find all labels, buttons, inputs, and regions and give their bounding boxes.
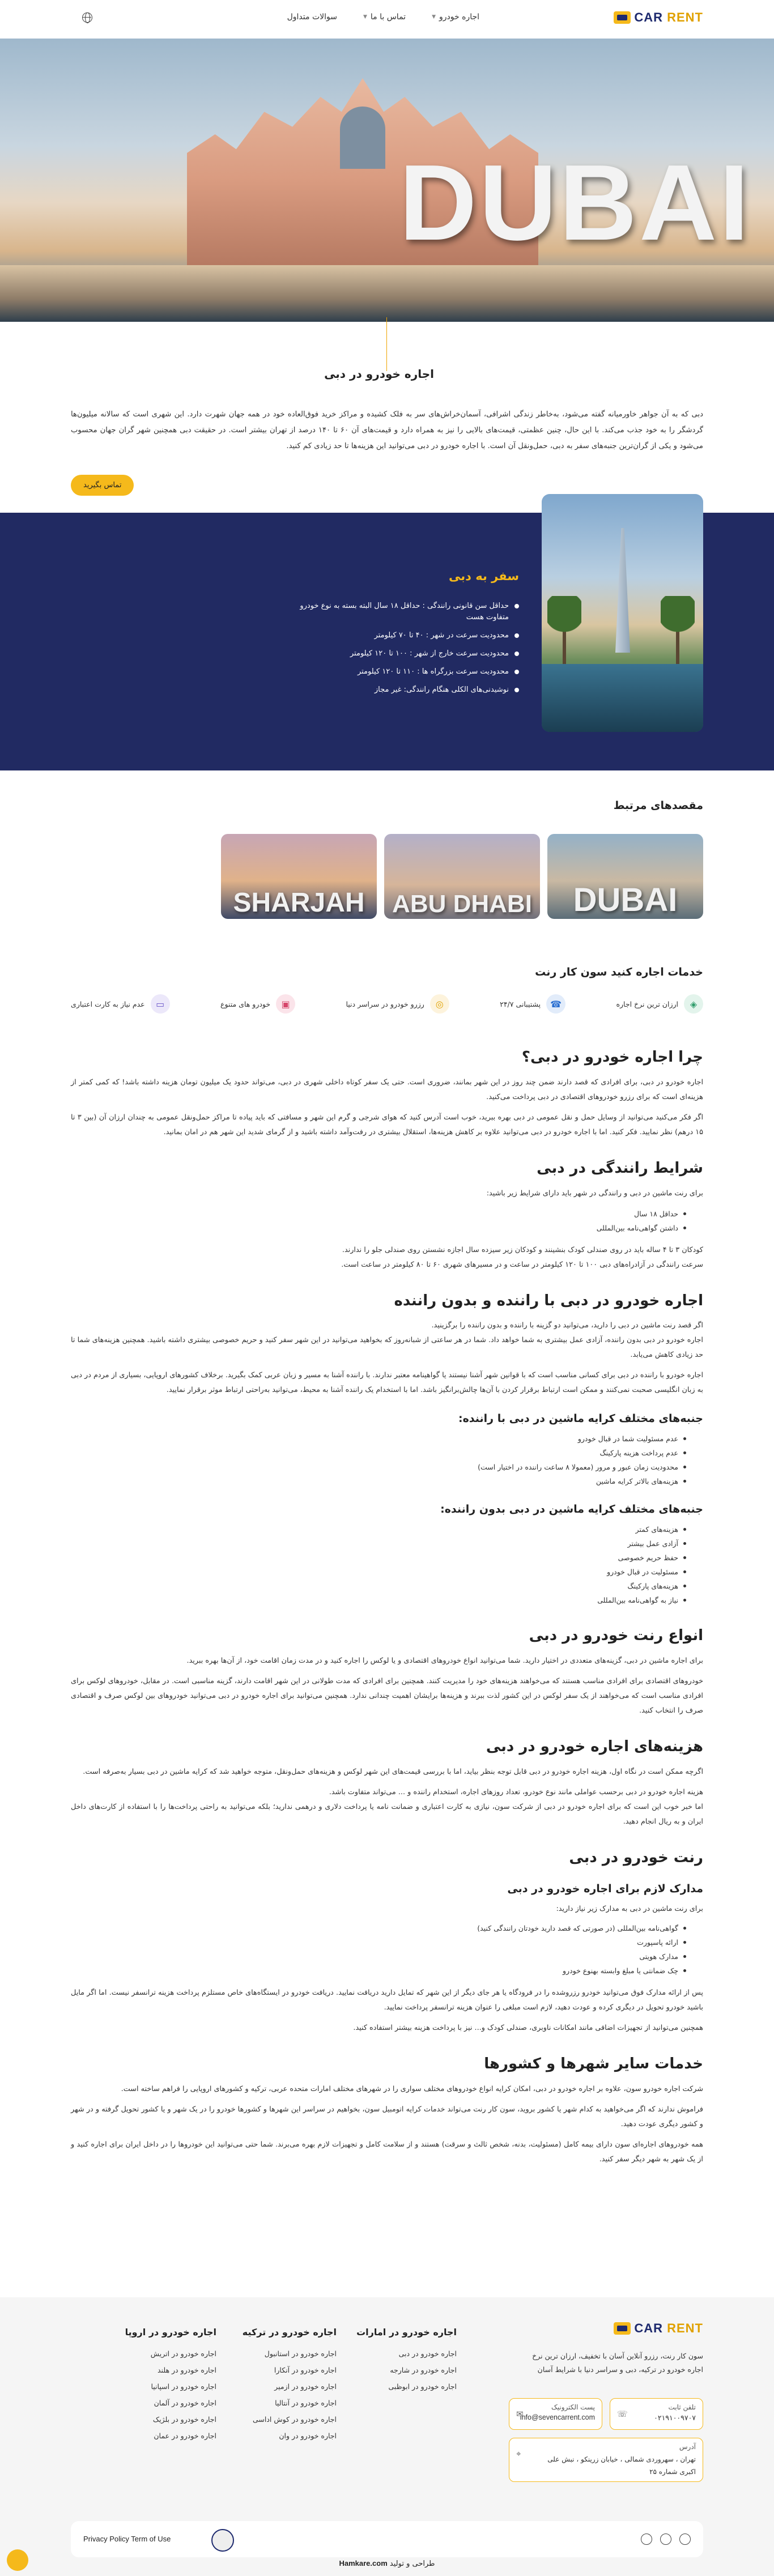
list-item: عدم مسئولیت شما در قبال خودرو: [71, 1432, 686, 1446]
paragraph: اگرچه ممکن است در نگاه اول، هزینه اجاره خودرو در دبی قابل توجه بنظر بیاید، اما با بررسی قیمت‌های این شهر لوکس و هزینه‌های حمل‌ونقل، متوجه خواهید شد که کرایه ماشین در دبی بسیار به‌صرفه است.: [83, 1767, 703, 1776]
mail-icon: ✉: [516, 2409, 524, 2419]
paragraph: خودروهای اقتصادی برای افرادی مناسب هستند که می‌خواهند هزینه‌های خود را مدیریت کنند. همچنین برای افرادی که مدت طولانی در این شهر اقامت دارند، گزینه مناسبی است. در مقابل، خودروهای لوکس برای افرادی مناسب است که می‌خواهند از یک سفر لوکس در این کشور لذت ببرند و هزینه‌ها برایشان اهمیت چندانی ندارد. همچنین می‌توانید برای اجاره خودرو در دبی می‌توانید خودروهای بین لوکس صرف و اقتصادی صرف را انتخاب کنید.: [71, 1677, 703, 1715]
chevron-down-icon: ▼: [363, 14, 367, 20]
service-item: ☎ پشتیبانی ۲۴/۷: [500, 994, 565, 1014]
footer-link[interactable]: اجاره خودرو در اتریش: [150, 2349, 216, 2358]
with-driver-list: [71, 1432, 686, 1488]
nav-contact[interactable]: تماس با ما ▼: [363, 12, 406, 22]
drive-title: شرایط رانندگی در دبی: [537, 1159, 703, 1177]
list-item: محدودیت زمان عبور و مرور (معمولا ۸ ساعت راننده در اختیار است): [71, 1460, 686, 1474]
destination-name: SHARJAH: [233, 888, 365, 918]
list-item: چک ضمانتی یا مبلغ وابسته بهنوع خودرو: [71, 1964, 686, 1978]
bullet-icon: [514, 604, 519, 608]
bullet-icon: [514, 633, 519, 638]
globe-icon: ◎: [430, 994, 449, 1014]
list-item: محدودیت سرعت بزرگراه ها : ۱۱۰ تا ۱۲۰ کیلومتر: [281, 666, 519, 678]
hero-city-word: DUBAI: [399, 143, 751, 263]
destination-name: ABU DHABI: [392, 890, 532, 918]
address-box: [509, 2438, 703, 2482]
footer-link[interactable]: اجاره خودرو در آلمان: [154, 2399, 216, 2407]
docs-list: [71, 1921, 686, 1978]
intro-text: دبی که به آن جواهر خاورمیانه گفته می‌شود، به‌خاطر زندگی اشرافی، آسمان‌خراش‌های سر به فلک کشیده و مراکز خرید فوق‌العاده خود در همه جهان شهرت دارد. این شهری است که سالانه میلیون‌ها گردشگر را به خود جذب می‌کند. با این حال، چنین عظمتی، قیمت‌های بالایی را نیز به همراه دارد و قیمت‌های آن ۶۰ تا ۱۴۰ درصد از تهران بیشتر است. در حقیقت دبی همچنین شهر گران جهان محسوب می‌شود و یکی از گران‌ترین جنبه‌های سفر به دبی، حمل‌ونقل آن است. با اجاره خودرو در دبی می‌توانید این هزینه‌ها تا حد زیادی کم کنید.: [71, 410, 703, 450]
paragraph: برای رنت ماشین در دبی به مدارک زیر نیاز دارید:: [556, 1904, 703, 1913]
destination-card-dubai[interactable]: [547, 834, 703, 919]
telegram-icon[interactable]: [660, 2534, 671, 2545]
footer-description: سون کار رنت، رزرو آنلاین آسان با تخفیف، ارزان ترین نرخ اجاره خودرو در ترکیه، دبی و سراسر دنیا با شرایط آسان: [532, 2352, 703, 2374]
main-nav: [287, 12, 479, 22]
with-driver-title: جنبه‌های مختلف کرایه ماشین در دبی با راننده:: [458, 1412, 703, 1425]
service-item: ◈ ارزان ترین نرخ اجاره: [616, 994, 703, 1014]
footer-link[interactable]: اجاره خودرو در بلژیک: [152, 2415, 216, 2424]
burj-tower: [615, 528, 630, 653]
paragraph: سرعت رانندگی در آزادراه‌های دبی ۱۰۰ تا ۱۲۰ کیلومتر در ساعت و در مسیرهای شهری ۶۰ تا ۸۰ کیلومتر در ساعت است.: [341, 1260, 703, 1269]
logo-text: CAR RENT: [634, 2321, 703, 2335]
footer-link[interactable]: اجاره خودرو در کوش اداسی: [253, 2415, 337, 2424]
car-logo-icon: [614, 11, 631, 24]
site-header: [0, 0, 774, 39]
social-links: [641, 2534, 691, 2545]
destination-card-abu-dhabi[interactable]: [384, 834, 540, 919]
phone-value: ۰۲۱۹۱۰۰۹۷۰۷: [654, 2414, 696, 2422]
footer-bottom-bar: [71, 2521, 703, 2557]
footer-link[interactable]: اجاره خودرو در ازمیر: [274, 2382, 337, 2391]
without-driver-list: [71, 1522, 686, 1607]
palm-tree: [661, 596, 695, 675]
list-item: نیاز به گواهی‌نامه بین‌المللی: [71, 1593, 686, 1607]
footer-col-emirates: [343, 2327, 457, 2395]
list-item: مدارک هویتی: [71, 1949, 686, 1964]
paragraph: اجاره خودرو با راننده در دبی برای کسانی مناسب است که با قوانین شهر آشنا نیستند یا گواهینامه معتبر ندارند. با راننده آشنا به مسیر و زبان عربی کمک بگیرید. برخلاف کشورهای اروپایی، بسیاری از مردم در دبی به زبان انگلیسی صحبت نمی‌کنند و ممکن است ارتباط برقرار کردن با آن‌ها چالش‌برانگیز باشد. اما با استخدام یک راننده آشنا به محیط، می‌توانید به‌راحتی ارتباط موثر برقرار نمایید.: [71, 1371, 703, 1395]
destination-card-sharjah[interactable]: [221, 834, 377, 919]
footer-link[interactable]: اجاره خودرو در استانبول: [264, 2349, 337, 2358]
contact-us-button[interactable]: تماس بگیرید: [71, 475, 134, 496]
site-footer: [0, 2297, 774, 2576]
list-item: حداقل ۱۸ سال: [71, 1207, 686, 1221]
intro-divider: [386, 317, 387, 371]
designer-credit[interactable]: طراحی و تولید Hamkare.com: [339, 2559, 435, 2568]
services-row: [71, 994, 703, 1014]
phone-box[interactable]: [610, 2398, 703, 2430]
travel-title: سفر به دبی: [449, 569, 519, 583]
footer-logo[interactable]: [614, 2321, 703, 2336]
email-box[interactable]: [509, 2398, 602, 2430]
hero-beach: [0, 265, 774, 322]
paragraph: برای اجاره ماشین در دبی، گزینه‌های متعددی در اختیار دارید. شما می‌توانید انواع خودروهای اقتصادی و یا لوکس را اجاره کنید و در مدت زمان اقامت خود، از آن‌ها بهره ببرید.: [186, 1657, 703, 1666]
footer-link[interactable]: اجاره خودرو در آنتالیا: [275, 2399, 337, 2407]
email-value: info@sevencarrent.com: [520, 2413, 595, 2421]
bullet-icon: [514, 670, 519, 674]
footer-link[interactable]: اجاره خودرو در هلند: [157, 2366, 216, 2374]
car-logo-icon: [614, 2322, 631, 2335]
types-title: انواع رنت خودرو در دبی: [529, 1627, 703, 1645]
footer-link[interactable]: اجاره خودرو در شارجه: [390, 2366, 457, 2374]
other-title: خدمات سایر شهرها و کشورها: [484, 2055, 703, 2072]
list-item: نوشیدنی‌های الکلی هنگام رانندگی: غیر مجاز: [281, 684, 519, 696]
instagram-icon[interactable]: [679, 2534, 691, 2545]
paragraph: اجاره خودرو در دبی، برای افرادی که قصد دارند ضمن چند روز در این شهر بمانند، ضروری است. حتی یک سفر کوتاه داخلی شهری در دبی، می‌تواند حدود یک میلیون تومان هزینه داشته باشد! که کمی کمتر از هزینه‌ای است که برای رزرو خودروهای اقتصادی در دبی پرداخت می‌کنید.: [71, 1078, 703, 1101]
list-item: حفظ حریم خصوصی: [71, 1551, 686, 1565]
logo-text: CAR RENT: [634, 10, 703, 24]
footer-col-europe: [103, 2327, 216, 2444]
nav-faq[interactable]: سوالات متداول: [287, 12, 337, 22]
footer-col-turkey: [223, 2327, 337, 2444]
paragraph: برای رنت ماشین در دبی و رانندگی در شهر باید دارای شرایط زیر باشید:: [486, 1189, 703, 1198]
palm-tree: [547, 596, 581, 675]
docs-title: مدارک لازم برای اجاره خودرو در دبی: [507, 1882, 703, 1895]
footer-col-title: اجاره خودرو در امارات: [356, 2327, 457, 2337]
phone-label: تلفن ثابت: [668, 2403, 696, 2411]
paragraph: اگر فکر می‌کنید می‌توانید از وسایل حمل و نقل عمومی در دبی بهره ببرید، خوب است آدرس کنید که هوای شرجی و گرم این شهر و مسافتی که باید پیاده تا مراکز حمل‌ونقل عمومی به چندان ارزان آن (بین ۳ تا ۱۵ درهم) نظر نمایید. فکر کنید. اما با اجاره خودرو در دبی می‌توانید علاوه بر کاهش هزینه‌ها، استقلال بیشتری در رفت‌وآمد داشته باشید و از گرمای شدید این شهر هم در امان بمانید.: [71, 1113, 703, 1136]
driver-title: اجاره خودرو در دبی با راننده و بدون راننده: [394, 1292, 703, 1309]
footer-link[interactable]: اجاره خودرو در اسپانیا: [151, 2382, 216, 2391]
site-logo[interactable]: [614, 10, 703, 25]
card-icon: ▭: [151, 994, 170, 1014]
list-item: ارائه پاسپورت: [71, 1935, 686, 1949]
service-item: ▭ عدم نیاز به کارت اعتباری: [71, 994, 170, 1014]
list-item: داشتن گواهی‌نامه بین‌المللی: [71, 1221, 686, 1235]
footer-col-title: اجاره خودرو در ترکیه: [242, 2327, 337, 2337]
article: [71, 1048, 703, 2173]
footer-link[interactable]: اجاره خودرو در دبی: [398, 2349, 457, 2358]
destinations-title: مقصدهای مرتبط: [613, 799, 703, 812]
paragraph: همه خودروهای اجاره‌ای سون دارای بیمه کامل (مسئولیت، بدنه، شخص ثالث و سرقت) هستند و از سلامت کامل و تجهیزات لازم بهره می‌برند. شما حتی می‌توانید این خودروها را در داخل ایران برای اجاره کنید و از یک شهر به شهر دیگر سفر کنید.: [71, 2140, 703, 2164]
service-item: ▣ خودرو های متنوع: [220, 994, 295, 1014]
footer-link[interactable]: اجاره خودرو در وان: [279, 2432, 337, 2440]
without-driver-title: جنبه‌های مختلف کرایه ماشین در دبی بدون راننده:: [440, 1503, 703, 1516]
list-item: عدم پرداخت هزینه پارکینگ: [71, 1446, 686, 1460]
page-title: اجاره خودرو در دبی: [324, 367, 434, 381]
nav-car-rental[interactable]: اجاره خودرو ▼: [432, 12, 479, 22]
footer-link[interactable]: اجاره خودرو در عمان: [154, 2432, 216, 2440]
travel-image: [542, 494, 703, 732]
whatsapp-icon[interactable]: [641, 2534, 652, 2545]
chevron-down-icon: ▼: [432, 14, 436, 20]
paragraph: کودکان ۳ تا ۴ ساله باید در روی صندلی کودک بنشینند و کودکان زیر سیزده سال اجازه نشستن روی صندلی جلو را ندارند.: [342, 1245, 703, 1254]
list-item: مسئولیت در قبال خودرو: [71, 1565, 686, 1579]
phone-icon: ☏: [617, 2409, 628, 2419]
drive-list: [71, 1207, 686, 1235]
cost-title: هزینه‌های اجاره خودرو در دبی: [486, 1738, 703, 1756]
chat-fab-button[interactable]: [7, 2549, 28, 2571]
location-pin-icon: ⌖: [516, 2449, 521, 2459]
list-item: آزادی عمل بیشتر: [71, 1536, 686, 1551]
list-item: هزینه‌های بالاتر کرایه ماشین: [71, 1474, 686, 1488]
paragraph: اگر قصد رنت ماشین در دبی را دارید، می‌توانید دو گزینه با راننده و بدون راننده را برگزینید.: [431, 1321, 703, 1330]
paragraph: اما خبر خوب این است که برای اجاره خودرو در دبی از شرکت سون، نیازی به کارت اعتباری و ضمانت نامه یا پرداخت دلاری و درهمی ندارید؛ بلکه می‌توانید به راحتی پرداخت‌ها را با استفاده از کارت‌های داخل ایران و به ریال انجام دهید.: [71, 1802, 703, 1826]
list-item: هزینه‌های کمتر: [71, 1522, 686, 1536]
services-title: خدمات اجاره کنید سون کار رنت: [535, 966, 703, 978]
support-icon: ☎: [546, 994, 565, 1014]
language-globe-icon[interactable]: [82, 12, 92, 23]
address-value: تهران ، سهروردی شمالی ، خیابان زرینکو ، نبش علی اکبری شماره ۲۵: [547, 2455, 696, 2476]
bullet-icon: [514, 652, 519, 656]
list-item: حداقل سن قانونی رانندگی : حداقل ۱۸ سال البته بسته به نوع خودرو متفاوت هست: [281, 601, 519, 623]
canal-water: [542, 664, 703, 732]
why-title: چرا اجاره خودرو در دبی؟: [521, 1049, 703, 1066]
rent-title: رنت خودرو در دبی: [569, 1849, 703, 1866]
list-item: گواهی‌نامه بین‌المللی (در صورتی که قصد دارید خودتان رانندگی کنید): [71, 1921, 686, 1935]
paragraph: همچنین می‌توانید از تجهیزات اضافی مانند امکانات ناوبری، صندلی کودک و... نیز با پرداخت هزینه بیشتر استفاده کنید.: [353, 2023, 703, 2032]
paragraph: هزینه اجاره خودرو در دبی برحسب عواملی مانند نوع خودرو، تعداد روزهای اجاره، استخدام راننده و ... می‌تواند متفاوت باشد.: [329, 1787, 703, 1796]
paragraph: اجاره خودرو در دبی بدون راننده، آزادی عمل بیشتری به شما خواهد داد. شما در هر ساعتی از شبانه‌روز که بخواهید می‌توانید در این شهر سفر کنید و حریم خصوصی بیشتری داشته باشید. همچنین هزینه‌های شما تا حد زیادی کاهش می‌یابد.: [71, 1336, 703, 1360]
email-label: پست الکترونیک: [551, 2403, 595, 2411]
paragraph: شرکت اجاره خودرو سون، علاوه بر اجاره خودرو در دبی، امکان کرایه انواع خودروهای مختلف سواری را در شهرهای مختلف امارات متحده عربی، ترکیه و کشورهای اروپایی را فراهم ساخته است.: [121, 2084, 703, 2093]
policy-links[interactable]: Privacy Policy Term of Use: [83, 2535, 171, 2543]
footer-link[interactable]: اجاره خودرو در آنکارا: [274, 2366, 337, 2374]
bullet-icon: [514, 688, 519, 692]
hero-banner: [0, 39, 774, 322]
paragraph: فراموش ندارند که اگر می‌خواهید به کدام شهر یا کشور بروید، سون کار رنت می‌تواند خدمات کرایه اتومبیل سون، بخواهیم در سراسر این شهرها و کشورها خودرو را در یک شهر و یا کشور تحویل گرفته و در شهر و کشور دیگری عودت دهید.: [71, 2105, 703, 2128]
footer-col-title: اجاره خودرو در اروپا: [125, 2327, 216, 2337]
address-label: آدرس: [679, 2443, 696, 2451]
destinations-row: [220, 834, 703, 919]
list-item: محدودیت سرعت در شهر : ۴۰ تا ۷۰ کیلومتر: [281, 630, 519, 641]
list-item: هزینه‌های پارکینگ: [71, 1579, 686, 1593]
car-icon: ▣: [276, 994, 295, 1014]
travel-rules-list: [281, 601, 519, 702]
price-tag-icon: ◈: [684, 994, 703, 1014]
paragraph: پس از ارائه مدارک فوق می‌توانید خودرو رزروشده را در فرودگاه یا هر جای دیگر از این شهر که تمایل دارید دریافت نمایید. دریافت خودرو در ایستگاه‌های خاص مستلزم پرداخت هزینه ترانسفر نیست. اما اگر مایل باشید خودرو تحویل در دیگری کرده و عودت دهید، لازم است مبلغی را عنوان هزینه ترانسفر پرداخت نمایید.: [71, 1988, 703, 2012]
trust-badge-icon[interactable]: [211, 2529, 234, 2552]
hero-arch: [340, 107, 385, 169]
service-item: ◎ رزرو خودرو در سراسر دنیا: [346, 994, 449, 1014]
list-item: محدودیت سرعت خارج از شهر : ۱۰۰ تا ۱۲۰ کیلومتر: [281, 648, 519, 659]
destination-name: DUBAI: [573, 882, 678, 918]
footer-link[interactable]: اجاره خودرو در ابوظبی: [388, 2382, 457, 2391]
